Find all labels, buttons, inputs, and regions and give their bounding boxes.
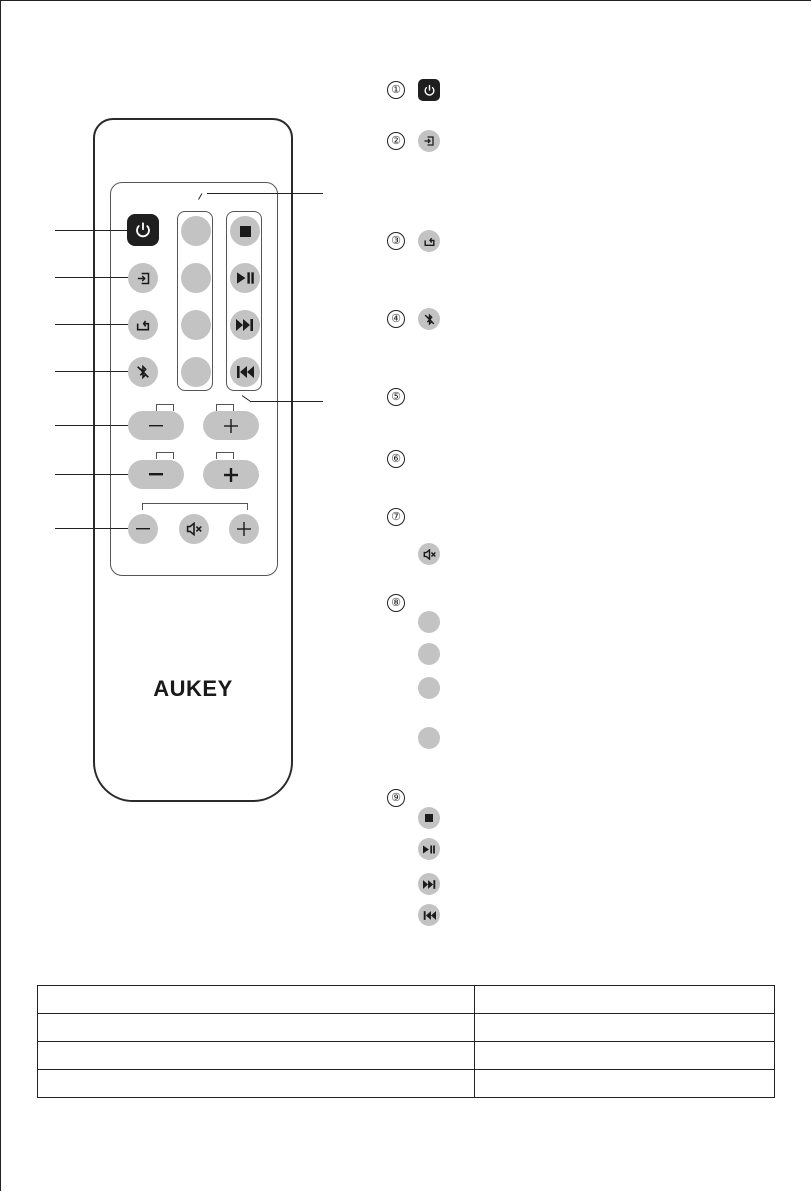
repeat-icon (135, 318, 151, 332)
legend-marker-6: ⑥ (387, 450, 405, 468)
legend-play-pause-key (418, 838, 440, 860)
stop-icon (240, 226, 251, 237)
previous-track-button[interactable] (230, 357, 260, 387)
volume-down-button[interactable] (128, 514, 158, 544)
legend-preset-key-3 (418, 677, 440, 699)
table-cell (38, 1070, 475, 1098)
legend-previous-track-key (418, 904, 440, 926)
legend-marker-4: ④ (387, 310, 405, 328)
power-icon (134, 221, 152, 239)
mute-button[interactable] (179, 514, 209, 544)
volume-down-pill-button-1[interactable] (128, 411, 184, 440)
repeat-icon (423, 236, 436, 247)
minus-icon (149, 425, 163, 427)
legend-mute-key (418, 543, 440, 565)
input-source-icon (423, 135, 435, 147)
table-cell (475, 1070, 775, 1098)
table-cell (38, 1014, 475, 1042)
play-pause-button[interactable] (230, 263, 260, 293)
table-cell (475, 1042, 775, 1070)
brand-logo: AUKEY (153, 676, 233, 701)
table-row (38, 986, 775, 1014)
legend-marker-7: ⑦ (387, 508, 405, 526)
table-cell (475, 1014, 775, 1042)
leader-line-volume (55, 528, 128, 529)
legend-marker-1: ① (387, 81, 405, 99)
bracket-row-1-left (156, 404, 174, 411)
plus-icon (237, 522, 251, 536)
leader-line-preset-top (207, 193, 323, 194)
preset-button-1[interactable] (181, 216, 211, 246)
legend-marker-9: ⑨ (387, 789, 405, 807)
play-pause-icon (423, 845, 435, 854)
plus-pill-button-2[interactable] (203, 460, 259, 489)
minus-pill-button-2[interactable] (128, 460, 184, 489)
volume-up-button[interactable] (229, 514, 259, 544)
power-icon (423, 84, 436, 97)
input-source-button[interactable] (128, 263, 158, 293)
legend-input-key (418, 130, 440, 152)
leader-line-playback (250, 401, 323, 402)
legend-marker-8: ⑧ (387, 594, 405, 612)
legend-marker-3: ③ (387, 232, 405, 250)
previous-track-icon (236, 366, 254, 378)
plus-icon (224, 419, 238, 433)
leader-line-repeat (55, 324, 128, 325)
stop-icon (425, 814, 433, 822)
play-pause-icon (237, 272, 254, 284)
legend-next-track-key (418, 873, 440, 895)
volume-up-pill-button-1[interactable] (203, 411, 259, 440)
legend-bluetooth-off-key (418, 308, 440, 330)
table-cell (38, 1042, 475, 1070)
legend-marker-5: ⑤ (387, 388, 405, 406)
leader-line-bluetooth (55, 371, 128, 372)
next-track-icon (423, 880, 436, 889)
minus-icon (149, 473, 163, 476)
legend-preset-key-2 (418, 643, 440, 665)
bracket-row-1-right (216, 404, 234, 411)
bracket-row-2-left (156, 452, 174, 459)
next-track-button[interactable] (230, 310, 260, 340)
mute-icon (186, 522, 202, 536)
legend-repeat-key (418, 230, 440, 252)
bracket-row-2-right (216, 452, 234, 459)
minus-icon (136, 528, 150, 530)
legend-stop-key (418, 807, 440, 829)
next-track-icon (236, 319, 254, 331)
legend-marker-2: ② (387, 132, 405, 150)
bluetooth-off-icon (135, 364, 151, 380)
bluetooth-off-icon (423, 313, 436, 326)
spec-table (37, 985, 775, 1098)
stop-button[interactable] (230, 216, 260, 246)
legend-power-key (418, 79, 440, 101)
table-row (38, 1014, 775, 1042)
preset-button-4[interactable] (181, 357, 211, 387)
input-source-icon (136, 271, 151, 286)
leader-line-pill-1 (55, 425, 128, 426)
table-cell (38, 986, 475, 1014)
table-row (38, 1070, 775, 1098)
leader-line-pill-2 (55, 474, 128, 475)
leader-line-input (55, 277, 128, 278)
legend-preset-key-4 (418, 727, 440, 749)
mute-icon (423, 549, 436, 560)
repeat-button[interactable] (128, 310, 158, 340)
legend-preset-key-1 (418, 611, 440, 633)
leader-line-power (55, 230, 128, 231)
bluetooth-off-button[interactable] (128, 357, 158, 387)
preset-button-3[interactable] (181, 310, 211, 340)
power-button[interactable] (127, 214, 159, 246)
previous-track-icon (423, 911, 436, 920)
plus-icon (224, 468, 238, 482)
table-cell (475, 986, 775, 1014)
table-row (38, 1042, 775, 1070)
preset-button-2[interactable] (181, 263, 211, 293)
bracket-volume-row (142, 503, 248, 510)
